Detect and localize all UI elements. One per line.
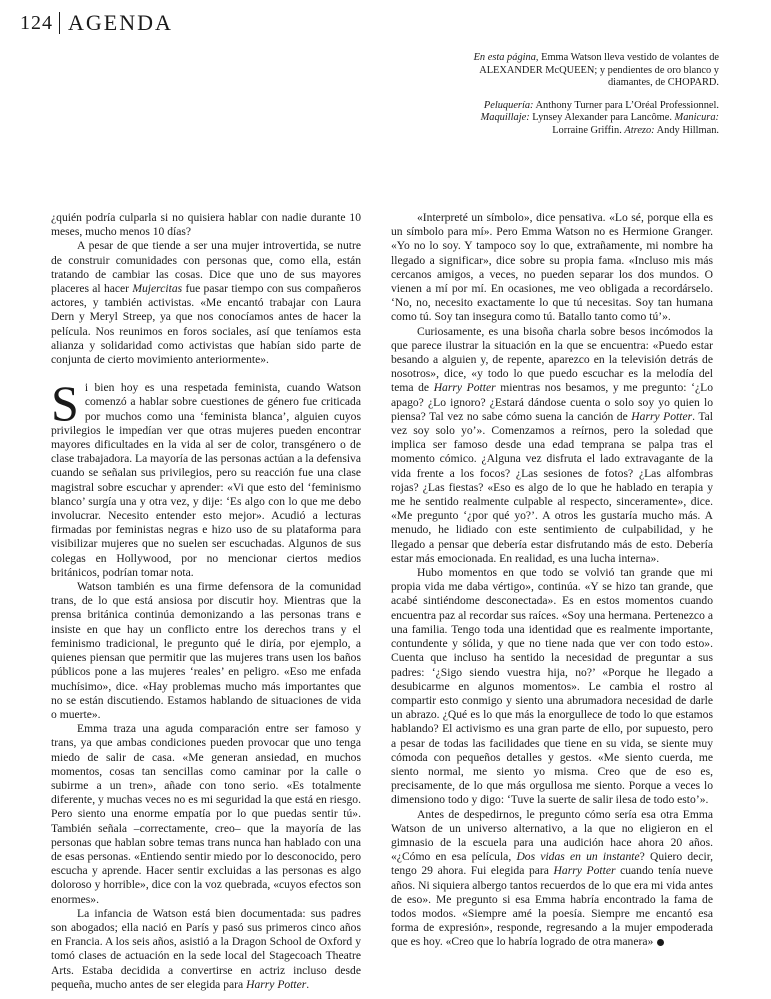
text: ? Quiero decir, tengo 29 ahora. Fui elegida para [391,850,713,878]
end-mark-icon [657,939,664,946]
photo-credits [469,52,719,148]
paragraph [51,239,361,367]
caption-text: , Emma Watson lleva vestido de volantes de ALEXANDER McQUEEN; y pendientes de oro blanco y diamantes, de CHOPARD. [479,52,719,89]
paragraph: «Interpreté un símbolo», dice pensativa. «Lo sé, porque ella es un símbolo para mí». Pero Emma Watson no es Hermione Granger. «Yo no lo soy. Y tampoco soy lo que, extrañamente, mi nombre ha llegado a significar», dice sobre su propia fama. «Incluso mis más cercanos amigos, a veces, no pueden separar los dos mundos. O vienen a mí por mí. En ocasiones, me veo obligada a recordárselo. ‘No, no, necesito exactamente lo que tú necesitas. Soy tan humana como tú. Soy tan insegura como tú. Batallo tanto como tú’». [391,211,713,324]
text: fue pasar tiempo con sus compañeros actores, y también activistas. «Me encantó trabajar con Laura Dern y Meryl Streep, ya que nos conocíamos antes de hacer la película. Nos reunimos en foros sociales, así que teníamos esta alianza y solidaridad como activistas que habían sido parte de conjunta de cierto movimiento anteriormente». [51,282,361,367]
paragraph: Hubo momentos en que todo se volvió tan grande que mi propia vida me daba vértigo», continúa. «Y se hizo tan grande, que acabé sintiéndome desconectada». Es en estos momentos cuando encuentra paz al recordar sus raíces. «Soy una hermana. Pertenezco a una familia. Tengo toda una identidad que es realmente importante, contundente y sólida, y que no tiene nada que ver con todo esto». Cuenta que incluso ha sentido la necesidad de preguntar a sus padres: ‘¿Sigo siendo vuestra hija, no?’ «Porque he llegado a desubicarme en algunos momentos». Le cambia el rostro al compartir esto conmigo y siento una abrumadora necesidad de darle un abrazo. ¿Qué es lo que más la enorgullece de todo lo que estamos hablando? El activismo es una gran parte de ello, por supuesto, pero a pesar de todas las facilidades que tiene en su vida, se siente muy cómoda con pequeños detalles y gestos. «Me siento cuerda, me siento normal, me siento yo misma. Creo que de eso es, precisamente, de lo que más orgullosa me siento. Porque a veces lo dimensiono todo y digo: ‘Tuve la suerte de salir ilesa de todo esto’». [391,566,713,807]
text: La infancia de Watson está bien documentada: sus padres son abogados; ella nació en París y pasó sus primeros cinco años en Francia. A los seis años, asistió a la Dragon School de Oxford y tomó clases de actuación en la sede local del Stagecoach Theatre Arts. Estaba decidida a convertirse en actriz incluso desde pequeña, mucho antes de ser elegida para [51,906,361,991]
text: Curiosamente, es una bisoña charla sobre besos incómodos la que parece ilustrar la situación en la que se encuentra: «Puedo estar besando a alguien y, de repente, aparezco en la televisión detrás de nosotros», dice, «y todo lo que puedo escuchar es la melodía del tema de [391,324,713,395]
page-header [20,10,173,36]
drop-cap: S [51,375,79,432]
hair-label: Peluquería: [483,99,534,111]
text: cuando tenía nueve años. Ni siquiera albergo tantos recuerdos de lo que era mi vida antes de eso». Me pregunto si esa Emma habría encontrado la fama de todos modos. «Siempre amé la poesía. Siempre me encantó esa forma de expresión», responde, regresando a la mujer empoderada que es hoy. «Creo que lo habría logrado de otra manera» [391,864,714,949]
text: . [306,977,310,991]
paragraph [391,808,713,950]
photo-caption [469,52,719,90]
makeup-label: Maquillaje: [480,112,530,124]
paragraph-dropcap [51,375,361,580]
film-title: Harry Potter [553,864,616,878]
team-credits [469,100,719,138]
header-divider [59,12,60,34]
paragraph: Emma traza una aguda comparación entre ser famoso y trans, ya que ambas condiciones pueden provocar que uno tenga miedo de salir de casa. «Me generan ansiedad, en muchos momentos, cosas tan sencillas como caminar por la calle o subirme a un tren», añade con tono serio. «Es totalmente diferente, y muchas veces no es mi seguridad la que está en riesgo. Pero siento una enorme empatía por lo que puedas sentir tú». También señala –correctamente, creo– que la mayoría de las personas que hablan sobre temas trans nunca han hablado con una de esas personas. «Entiendo sentir miedo por lo desconocido, pero escucha y aprende. Hacer sentir excluidas a las personas es algo doloroso y horrible», dice con la voz quebrada, «cuyos efectos son enormes». [51,722,361,906]
text: i bien hoy es una respetada feminista, cuando Watson comenzó a hablar sobre cuestiones de género fue criticada por muchos como una ‘feminista blanca’, alguien cuyos privilegios le impedían ver que otras mujeres pueden encontrar mayores dificultades en la vida al ser de color, transgénero o de clase trabajadora. La mayoría de las personas actúan a la defensiva cuando se señalan sus privilegios, pero su reacción fue una clase magistral sobre escuchar y aprender: «Vi que esto del ‘feminismo blanco’ surgía una y otra vez, y dije: ‘Es algo con lo que me debo involucrar. Necesito entender esto mejor». Acudió a lecturas firmadas por feministas negras e hizo uso de su plataforma para visibilizar mujeres que no suelen ser escuchadas. Algunos de sus colegas en Hollywood, por no mencionar ciertos medios británicos, podrían tomar nota. [51,381,361,579]
film-title: Mujercitas [132,282,183,296]
caption-lead: En esta página [473,52,536,63]
text: . Tal vez soy solo yo’». Comenzamos a reírnos, pero la soledad que implica ser famoso desde una edad temprana se palpa tras el momento cómico. ¿Alguna vez disfruta el lado extravagante de la vida frente a los focos? ¿Las sesiones de fotos? ¿Las alfombras rojas? ¿Las fiestas? «Eso es algo de lo que he hablado en terapia y me he sentido realmente culpable al respecto, sinceramente», dice. «Me pregunto ‘¿por qué yo?’. A otros les gustaría mucho más. A menudo, he lidiado con este sentimiento de culpabilidad, y he llegado a pensar que debería estar disfrutando más de esto. Debería estar más emocionada. En realidad, es una lucha interna». [391,409,713,565]
text: A pesar de que tiende a ser una mujer introvertida, se nutre de construir comunidades con personas que, como ella, están tratando de cambiar las cosas. Dice que uno de sus mayores placeres al hacer [51,239,361,296]
film-title: Harry Potter [631,409,693,423]
paragraph: ¿quién podría culparla si no quisiera hablar con nadie durante 10 meses, mucho menos 10 días? [51,211,361,239]
paragraph [51,907,361,992]
article-column-right [391,211,713,950]
text: Antes de despedirnos, le pregunto cómo sería esa otra Emma Watson de un universo alternativo, a la que no eligieron en el gimnasio de la escuela para una audición hace ahora 20 años. «¿Cómo en esa película, [391,807,713,864]
paragraph [391,325,713,566]
props-text: Andy Hillman. [654,124,719,136]
paragraph: Watson también es una firme defensora de la comunidad trans, de lo que está ansiosa por discutir hoy. Mientras que la prensa británica continúa demonizando a las personas trans e insiste en que hay un conflicto entre los derechos trans y el feminismo tradicional, le pregunto qué le diría, por ejemplo, a quienes piensan que permitir que las mujeres trans usen los baños públicos pone a las mujeres ‘reales’ en peligro. «Eso me enfada muchísimo», dice. «Hay problemas mucho más importantes que no se están discutiendo. Estamos hablando de situaciones de vida o muerte». [51,580,361,721]
section-title: AGENDA [68,10,173,35]
manicure-label: Manicura: [674,112,719,124]
page-number: 124 [20,11,53,34]
props-label: Atrezo: [624,124,655,136]
article-column-left [51,211,361,992]
hair-text: Anthony Turner para L’Oréal Professionnel. [533,99,719,111]
film-title: Harry Potter [433,381,496,395]
makeup-text: Lynsey Alexander para Lancôme. [529,112,675,124]
film-title: Harry Potter [246,977,307,991]
manicure-text: Lorraine Griffin. [552,124,625,136]
film-title: Dos vidas en un instante [516,850,640,864]
text: mientras nos besamos, y me pregunto: ‘¿Lo apago? ¿Lo ignoro? ¿Estará dándose cuenta o solo soy yo quien lo piensa? Tal vez no sabe cómo suena la canción de [391,381,714,423]
